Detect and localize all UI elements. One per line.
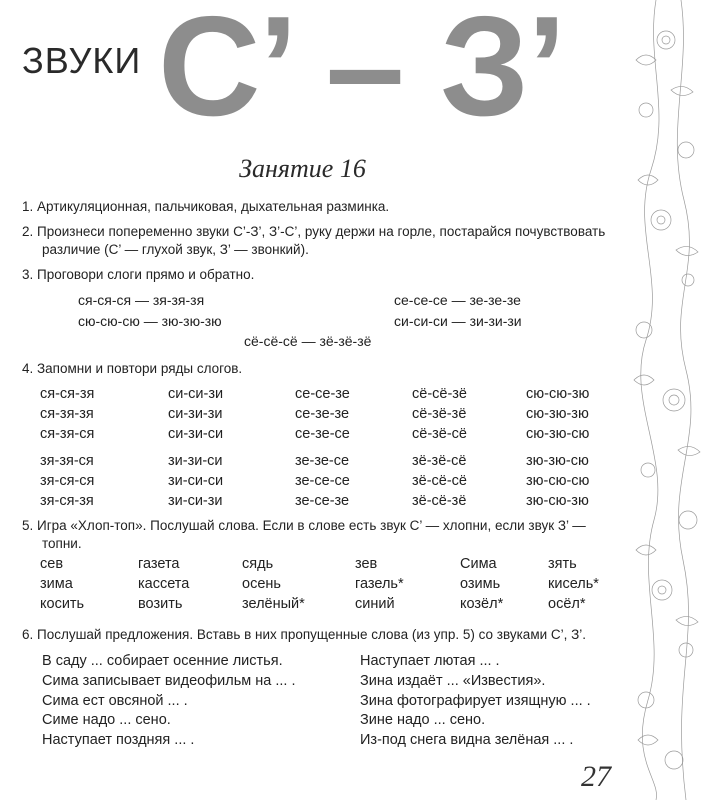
ex5-word: кассета: [138, 576, 190, 592]
ex4-syllable: зе-се-зе: [295, 493, 350, 509]
ex6-sentence: Сима ест овсяной ... .: [42, 693, 188, 709]
ex6-sentence: Сима записывает видеофильм на ... .: [42, 673, 296, 689]
ex5-word: сядь: [242, 556, 274, 572]
item-2: 2. Произнеси попеременно звуки С’-З’, З’-С’, руку держи на горле, постарайся почувствовать: [22, 224, 606, 239]
ex4-syllable: сю-зю-зю: [526, 406, 589, 422]
ex6-sentence: В саду ... собирает осенние листья.: [42, 653, 283, 669]
ex6-sentence: Симе надо ... сено.: [42, 712, 171, 728]
ex5-word: сев: [40, 556, 64, 572]
ex4-syllable: сё-зё-сё: [412, 426, 467, 442]
ex6-sentence: Зина фотографирует изящную ... .: [360, 693, 591, 709]
ex5-word: газель*: [355, 576, 404, 592]
ex4-syllable: зе-зе-се: [295, 453, 350, 469]
ex5-word: возить: [138, 596, 183, 612]
big-letters-title: С’ – З’: [158, 0, 565, 146]
ex4-syllable: сю-сю-зю: [526, 386, 590, 402]
item-1: 1. Артикуляционная, пальчиковая, дыхательная разминка.: [22, 199, 390, 214]
ex3-syllable: сю-сю-сю — зю-зю-зю: [78, 313, 222, 329]
ex4-syllable: зю-сю-зю: [526, 493, 589, 509]
ex5-word: зелёный*: [242, 596, 305, 612]
ex4-syllable: се-се-зе: [295, 386, 350, 402]
ex4-syllable: сё-зё-зё: [412, 406, 467, 422]
ex6-sentence: Зине надо ... сено.: [360, 712, 486, 728]
ex3-syllable: си-си-си — зи-зи-зи: [394, 313, 522, 329]
ex5-word: зима: [40, 576, 73, 592]
ex4-syllable: зё-сё-зё: [412, 493, 467, 509]
ex4-syllable: си-зи-зи: [168, 406, 223, 422]
ex4-syllable: сё-сё-зё: [412, 386, 467, 402]
ex5-word: газета: [138, 556, 180, 572]
ex6-sentence: Наступает лютая ... .: [360, 653, 500, 669]
ex5-word: осёл*: [548, 596, 586, 612]
ex4-syllable: зи-зи-си: [168, 453, 223, 469]
ex4-syllable: зи-си-зи: [168, 493, 223, 509]
floral-border-decoration: [626, 0, 703, 800]
title-word: ЗВУКИ: [22, 40, 142, 81]
ex4-syllable: си-зи-си: [168, 426, 224, 442]
ex5-word: козёл*: [460, 596, 504, 612]
ex6-sentence: Зина издаёт ... «Известия».: [360, 673, 546, 689]
ex4-syllable: се-зе-се: [295, 426, 350, 442]
ex4-syllable: зё-сё-сё: [412, 473, 467, 489]
ex5-word: озимь: [460, 576, 501, 592]
ex6-sentence: Наступает поздняя ... .: [42, 732, 195, 748]
item-4: 4. Запомни и повтори ряды слогов.: [22, 361, 243, 376]
ex5-word: косить: [40, 596, 85, 612]
ex4-syllable: ся-ся-зя: [40, 386, 95, 402]
ex4-syllable: зё-зё-сё: [412, 453, 467, 469]
ex5-word: осень: [242, 576, 281, 592]
item-3: 3. Проговори слоги прямо и обратно.: [22, 267, 255, 282]
ex3-syllable: сё-сё-сё — зё-зё-зё: [244, 333, 372, 349]
item-5-cont: топни.: [42, 536, 82, 551]
ex5-word: кисель*: [548, 576, 599, 592]
ex6-sentence: Из-под снега видна зелёная ... .: [360, 732, 574, 748]
ex4-syllable: зя-зя-ся: [40, 453, 94, 469]
ex5-word: Сима: [460, 556, 497, 572]
ex4-syllable: ся-зя-ся: [40, 426, 95, 442]
lesson-title: Занятие 16: [239, 154, 366, 183]
ex5-word: зять: [548, 556, 577, 572]
ex4-syllable: зю-зю-сю: [526, 453, 589, 469]
ex4-syllable: ся-зя-зя: [40, 406, 94, 422]
ex4-syllable: си-си-зи: [168, 386, 224, 402]
item-6: 6. Послушай предложения. Вставь в них пропущенные слова (из упр. 5) со звуками С’, З’.: [22, 627, 587, 642]
ex4-syllable: зя-ся-ся: [40, 473, 95, 489]
ex4-syllable: зе-се-се: [295, 473, 350, 489]
ex3-syllable: се-се-се — зе-зе-зе: [394, 292, 521, 308]
ex5-word: зев: [355, 556, 378, 572]
ex4-syllable: зи-си-си: [168, 473, 224, 489]
ex4-syllable: се-зе-зе: [295, 406, 350, 422]
ex4-syllable: зя-ся-зя: [40, 493, 94, 509]
item-5: 5. Игра «Хлоп-топ». Послушай слова. Если в слове есть звук С’ — хлопни, если звук З’ —: [22, 518, 586, 533]
ex3-syllable: ся-ся-ся — зя-зя-зя: [78, 292, 205, 308]
ex4-syllable: зю-сю-сю: [526, 473, 590, 489]
page-number: 27: [581, 760, 611, 793]
ex4-syllable: сю-зю-сю: [526, 426, 590, 442]
ex5-word: синий: [355, 596, 395, 612]
item-2-cont: различие (С’ — глухой звук, З’ — звонкий).: [42, 242, 309, 257]
